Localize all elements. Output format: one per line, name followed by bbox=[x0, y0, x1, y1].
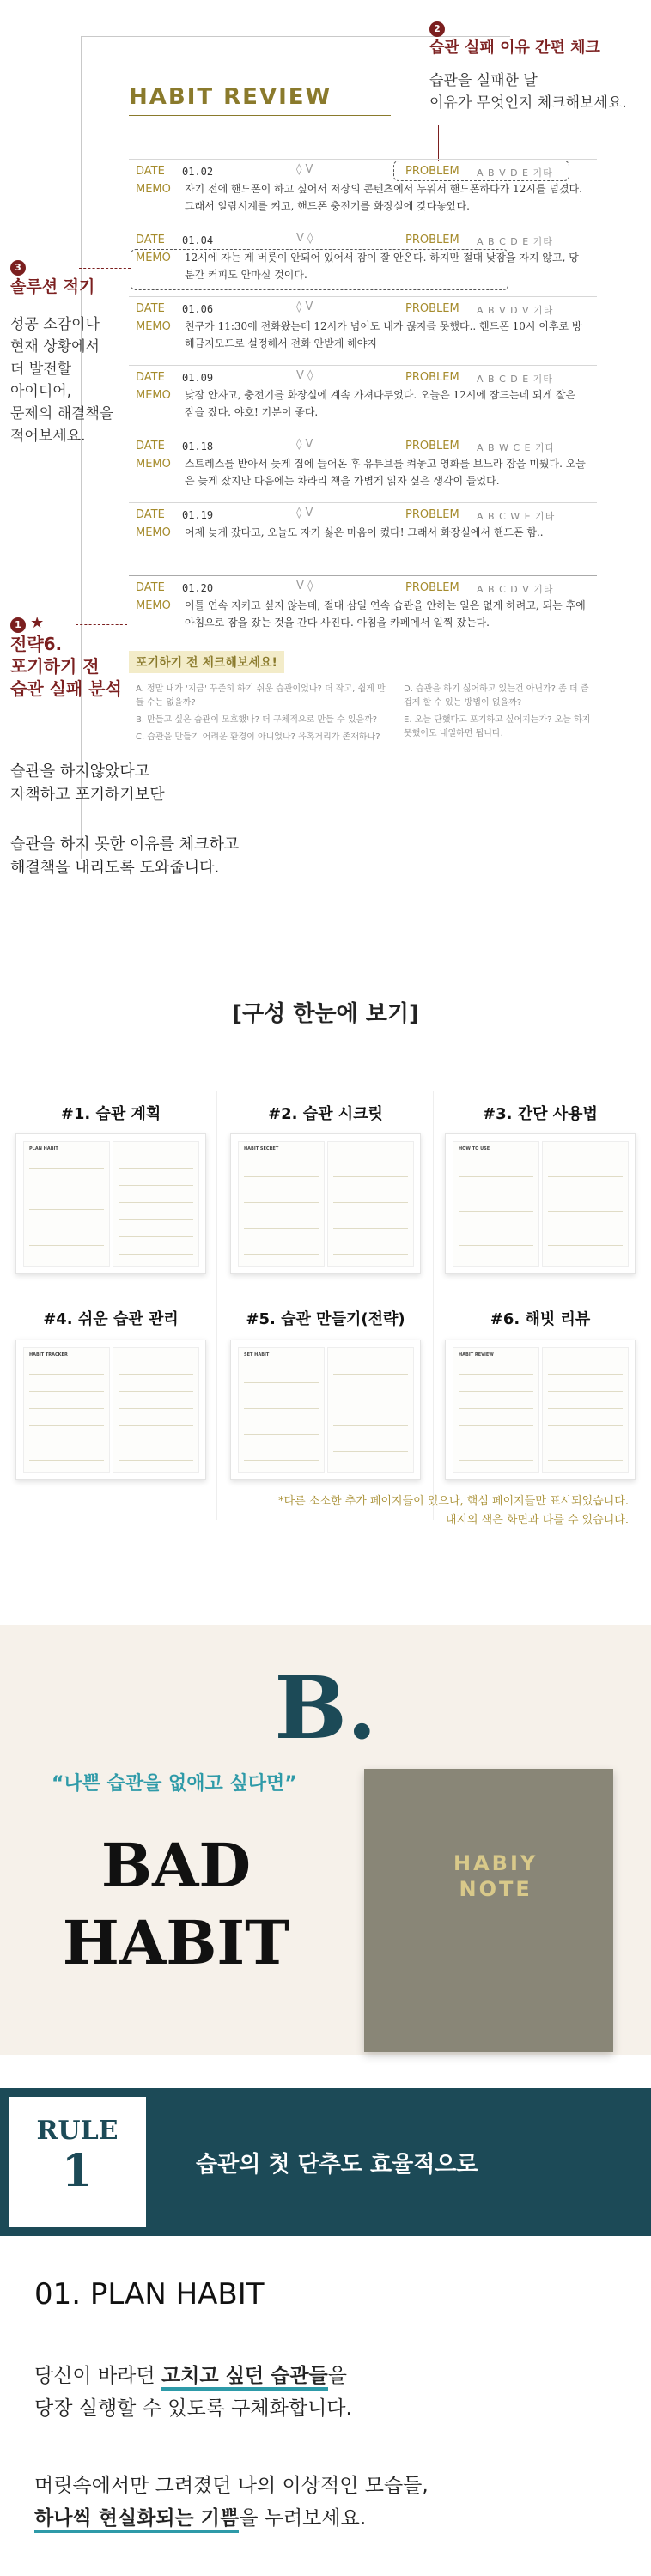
problem-label: PROBLEM bbox=[405, 302, 459, 315]
check-questions-right bbox=[404, 683, 593, 741]
check-questions-left bbox=[136, 683, 393, 744]
overview-divider bbox=[433, 1091, 434, 1520]
star-icon: ★ bbox=[30, 614, 45, 632]
overview-thumbnail-howto bbox=[445, 1133, 636, 1274]
problem-value: A B C D E 기타 bbox=[477, 374, 553, 385]
plan-highlight: 하나씩 현실화되는 기쁨 bbox=[34, 2507, 239, 2533]
overview-card-title: #4. 쉬운 습관 관리 bbox=[43, 1310, 179, 1328]
notebook-logo-line: NOTE bbox=[459, 1877, 532, 1901]
date-value: 01.02 bbox=[182, 166, 214, 178]
date-label: DATE bbox=[136, 581, 165, 594]
date-value: 01.06 bbox=[182, 303, 214, 315]
problem-value: A B C W E 기타 bbox=[477, 511, 556, 522]
memo-text: 자기 전에 핸드폰이 하고 싶어서 저장의 콘텐츠에서 누워서 핸드폰하다가 12시를 넘겼다. 그래서 알람시계를 켜고, 핸드폰 충전기를 화장실에 갖다놓았다. bbox=[185, 183, 582, 212]
drop-icon: V ◊ bbox=[296, 369, 313, 382]
date-label: DATE bbox=[136, 508, 165, 521]
date-value: 01.09 bbox=[182, 372, 214, 384]
bad-habit-line: BAD bbox=[100, 1830, 252, 1901]
plan-paragraph-1 bbox=[34, 2360, 352, 2425]
annotation-2-body: 습관을 실패한 날 이유가 무엇인지 체크해보세요. bbox=[429, 72, 627, 112]
memo-text: 친구가 11:30에 전화왔는데 12시가 넘어도 내가 끊지를 못했다.. 핸드폰 10시 이후로 방해금지모드로 설정해서 전화 안받게 해야지 bbox=[185, 320, 582, 349]
bad-habit-quote: “나쁜 습관을 없애고 싶다면” bbox=[52, 1773, 297, 1795]
date-label: DATE bbox=[136, 302, 165, 315]
bottom-line: 해결책을 내리도록 도와줍니다. bbox=[10, 859, 220, 877]
problem-label: PROBLEM bbox=[405, 508, 459, 521]
overview-thumbnail-set bbox=[230, 1340, 421, 1480]
overview-card-title: #1. 습관 계획 bbox=[60, 1105, 161, 1123]
annotation-3-body: 성공 소감이나 현재 상황에서 더 발전할 아이디어, 문제의 해결책을 적어보세요. bbox=[10, 316, 114, 445]
date-value: 01.20 bbox=[182, 582, 214, 594]
review-entry bbox=[129, 434, 597, 502]
problem-value: A B V D V 기타 bbox=[477, 305, 554, 316]
notebook-logo-line: HABIY bbox=[453, 1851, 538, 1875]
rule-word: RULE bbox=[36, 2116, 119, 2146]
date-label: DATE bbox=[136, 234, 165, 246]
overview-card-title: #6. 해빗 리뷰 bbox=[490, 1310, 591, 1328]
annotation-1-number: 1 bbox=[10, 617, 26, 633]
problem-value: A B C D E 기타 bbox=[477, 236, 553, 247]
memo-text: 낮잠 안자고, 충전기를 화장실에 계속 가져다두었다. 오늘은 12시에 잠드는데 되게 잘은 잠을 잤다. 야호! 기분이 좋다. bbox=[185, 389, 576, 418]
annotation-2 bbox=[429, 19, 648, 114]
date-value: 01.04 bbox=[182, 234, 214, 246]
rule-headline: 습관의 첫 단추도 효율적으로 bbox=[196, 2152, 478, 2178]
overview-thumbnail-plan bbox=[15, 1133, 206, 1274]
annotation-1-leader bbox=[76, 624, 127, 625]
memo-label: MEMO bbox=[136, 252, 171, 264]
overview-thumbnail-secret bbox=[230, 1133, 421, 1274]
check-question: A. 정말 내가 '지금' 꾸준히 하기 쉬운 습관이었나? 더 작고, 쉽게 만들 수는 없을까? bbox=[136, 684, 386, 708]
problem-highlight-box bbox=[393, 161, 569, 181]
annotation-3 bbox=[10, 258, 131, 447]
check-question: D. 습관을 하기 싫어하고 있는건 아닌가? 좀 더 즐겁게 할 수 있는 방법이 없을까? bbox=[404, 684, 589, 708]
memo-text: 12시에 자는 게 버릇이 안되어 있어서 잠이 잘 안온다. 하지만 절대 낮잠을 자지 않고, 당분간 커피도 안마실 것이다. bbox=[185, 252, 579, 281]
plan-text: 머릿속에서만 그려졌던 나의 이상적인 모습들, bbox=[34, 2475, 429, 2497]
annotation-3-leader bbox=[79, 268, 131, 269]
problem-label: PROBLEM bbox=[405, 371, 459, 384]
annotation-2-title: 습관 실패 이유 간편 체크 bbox=[429, 39, 600, 57]
memo-label: MEMO bbox=[136, 526, 171, 539]
problem-label: PROBLEM bbox=[405, 581, 459, 594]
overview-thumbnail-review bbox=[445, 1340, 636, 1480]
overview-divider bbox=[216, 1091, 217, 1520]
problem-label: PROBLEM bbox=[405, 440, 459, 453]
plan-text: 을 누려보세요. bbox=[239, 2507, 367, 2530]
memo-highlight-box bbox=[131, 249, 508, 290]
overview-card-title: #2. 습관 시크릿 bbox=[268, 1105, 383, 1123]
problem-value: A B W C E 기타 bbox=[477, 442, 556, 453]
check-question: B. 만들고 싶은 습관이 모호했나? 더 구체적으로 만들 수 있을까? bbox=[136, 715, 378, 725]
drop-icon: ◊ V bbox=[296, 301, 313, 313]
drop-icon: ◊ V bbox=[296, 163, 313, 176]
overview-note-line: 내지의 색은 화면과 다를 수 있습니다. bbox=[445, 1514, 629, 1527]
rule-badge bbox=[9, 2097, 146, 2227]
plan-highlight: 고치고 싶던 습관들 bbox=[161, 2365, 328, 2391]
memo-label: MEMO bbox=[136, 183, 171, 196]
check-title: 포기하기 전 체크해보세요! bbox=[129, 651, 284, 673]
notebook-image bbox=[364, 1769, 613, 2052]
thumbnail-label: HABIT TRACKER bbox=[29, 1352, 68, 1358]
review-title-underline bbox=[129, 115, 391, 116]
problem-value: A B C D V 기타 bbox=[477, 584, 554, 595]
habit-review-section bbox=[0, 0, 651, 945]
review-entry bbox=[129, 365, 597, 434]
annotation-2-number: 2 bbox=[429, 21, 445, 37]
drop-icon: ◊ V bbox=[296, 438, 313, 451]
drop-icon: V ◊ bbox=[296, 580, 313, 592]
section-letter: B. bbox=[274, 1657, 377, 1759]
overview-note bbox=[278, 1492, 629, 1530]
notebook-logo bbox=[453, 1850, 538, 1902]
bottom-text-2 bbox=[10, 833, 239, 879]
overview-card-title: #3. 간단 사용법 bbox=[483, 1105, 598, 1123]
bottom-line: 자책하고 포기하기보단 bbox=[10, 786, 165, 804]
bottom-text-1 bbox=[10, 760, 165, 806]
overview-note-line: *다른 소소한 추가 페이지들이 있으나, 핵심 페이지들만 표시되었습니다. bbox=[278, 1495, 629, 1508]
thumbnail-label: SET HABIT bbox=[244, 1352, 270, 1358]
review-entry bbox=[129, 502, 597, 571]
annotation-3-number: 3 bbox=[10, 260, 26, 276]
drop-icon: ◊ V bbox=[296, 507, 313, 519]
memo-text: 스트레스를 받아서 늦게 집에 들어온 후 유튜브를 켜놓고 영화를 보느라 잠을 미뤘다. 오늘은 늦게 잤지만 다음에는 차라리 책을 가볍게 읽자 싶은 생각이 들었다. bbox=[185, 458, 586, 487]
date-label: DATE bbox=[136, 371, 165, 384]
bottom-line: 습관을 하지 못한 이유를 체크하고 bbox=[10, 835, 240, 854]
drop-icon: V ◊ bbox=[296, 232, 313, 245]
thumbnail-label: HABIT SECRET bbox=[244, 1146, 279, 1151]
plan-text: 당신이 바라던 bbox=[34, 2365, 161, 2387]
memo-text: 어제 늦게 잤다고, 오늘도 자기 싫은 마음이 컸다! 그래서 화장실에서 핸드폰 함.. bbox=[185, 526, 544, 538]
problem-label: PROBLEM bbox=[405, 234, 459, 246]
date-label: DATE bbox=[136, 165, 165, 178]
thumbnail-label: PLAN HABIT bbox=[29, 1146, 58, 1151]
memo-label: MEMO bbox=[136, 458, 171, 471]
plan-text: 을 bbox=[327, 2365, 347, 2387]
annotation-1-title: 전략6. 포기하기 전 습관 실패 분석 bbox=[10, 634, 122, 699]
review-entry bbox=[129, 575, 597, 648]
bottom-line: 습관을 하지않았다고 bbox=[10, 762, 150, 781]
overview-title: [구성 한눈에 보기] bbox=[232, 1001, 419, 1027]
plan-habit-title: 01. PLAN HABIT bbox=[34, 2277, 265, 2312]
thumbnail-label: HOW TO USE bbox=[459, 1146, 490, 1151]
rule-number: 1 bbox=[61, 2145, 94, 2197]
review-title: HABIT REVIEW bbox=[129, 84, 332, 110]
bad-habit-heading bbox=[52, 1827, 301, 1982]
check-question: E. 오늘 단했다고 포기하고 싶어지는가? 오늘 하지 못했어도 내일하면 됩니다. bbox=[404, 715, 591, 738]
memo-text: 이틀 연속 지키고 싶지 않는데, 절대 삼일 연속 습관을 안하는 일은 없게 하려고, 되는 후에 아침으로 잠을 잤는 것을 간다 사진다. 아침을 카페에서 일찍 잤는다. bbox=[185, 599, 586, 629]
problem-label: PROBLEM bbox=[405, 165, 459, 178]
review-entry bbox=[129, 296, 597, 365]
date-label: DATE bbox=[136, 440, 165, 453]
check-bar bbox=[129, 651, 597, 673]
check-question: C. 습관을 만들기 어려운 환경이 아니었나? 유혹거리가 존재하나? bbox=[136, 732, 380, 742]
plan-paragraph-2 bbox=[34, 2470, 429, 2535]
date-value: 01.19 bbox=[182, 509, 214, 521]
thumbnail-label: HABIT REVIEW bbox=[459, 1352, 494, 1358]
annotation-2-leader bbox=[438, 125, 439, 161]
bad-habit-line: HABIT bbox=[62, 1907, 290, 1978]
memo-label: MEMO bbox=[136, 320, 171, 333]
overview-thumbnail-tracker bbox=[15, 1340, 206, 1480]
plan-text: 당장 실행할 수 있도록 구체화합니다. bbox=[34, 2397, 352, 2420]
overview-card-title: #5. 습관 만들기(전략) bbox=[246, 1310, 405, 1328]
memo-label: MEMO bbox=[136, 599, 171, 612]
annotation-1 bbox=[10, 614, 139, 700]
annotation-3-title: 솔루션 적기 bbox=[10, 277, 95, 296]
date-value: 01.18 bbox=[182, 440, 214, 453]
problem-value: A B V D E 기타 bbox=[477, 167, 553, 179]
memo-label: MEMO bbox=[136, 389, 171, 402]
